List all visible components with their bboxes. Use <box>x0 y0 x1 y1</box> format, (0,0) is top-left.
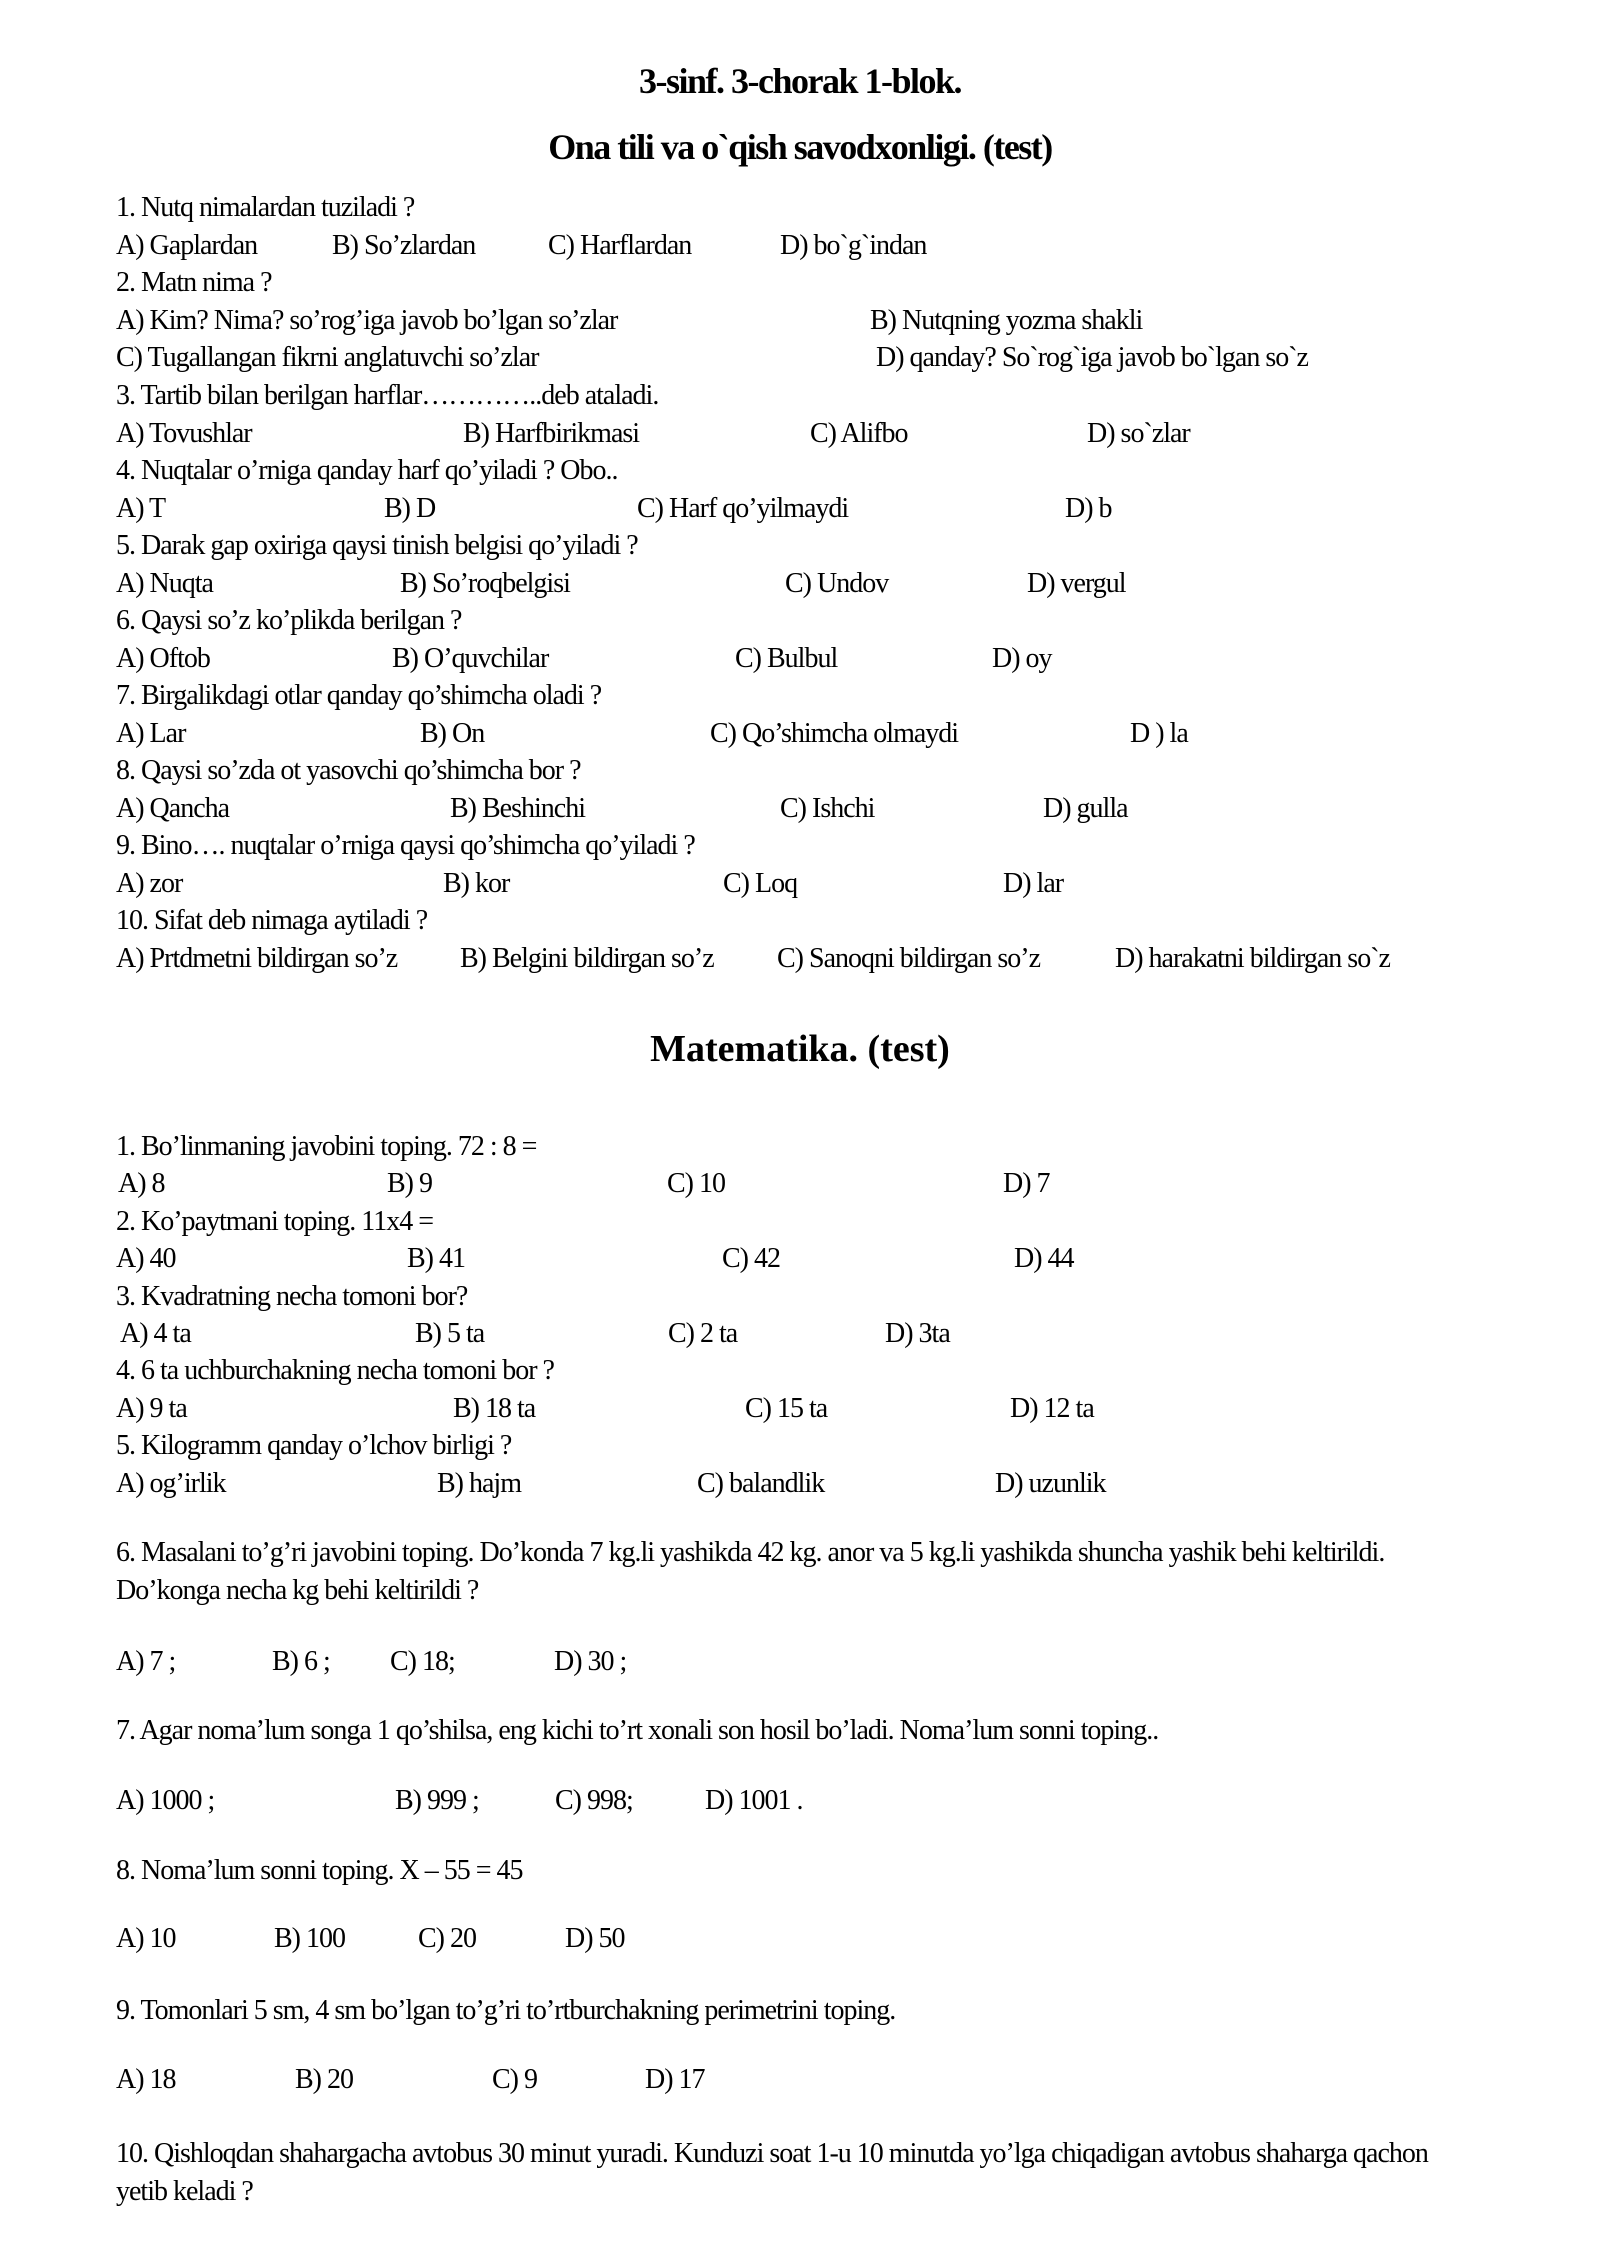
option-b: B) Nutqning yozma shakli <box>870 305 1143 336</box>
option-c: C) Qo’shimcha olmaydi <box>710 718 959 749</box>
option-a: A) zor <box>116 868 183 899</box>
question-text: 4. 6 ta uchburchakning necha tomoni bor ? <box>116 1355 554 1386</box>
question-text: 6. Masalani to’g’ri javobini toping. Do’konda 7 kg.li yashikda 42 kg. anor va 5 kg.li yashikda shuncha yashik behi keltirildi. Do’konga necha kg behi keltirildi ? <box>116 1537 1385 1606</box>
option-c: C) Harf qo’yilmaydi <box>637 493 849 524</box>
option-a: A) 8 <box>118 1168 165 1199</box>
question-text: 9. Tomonlari 5 sm, 4 sm bo’lgan to’g’ri to’rtburchakning perimetrini toping. <box>116 1995 896 2026</box>
question-text: 3. Tartib bilan berilgan harflar…………..deb ataladi. <box>116 380 659 411</box>
option-d: D) 7 <box>1003 1168 1050 1199</box>
option-b: B) Belgini bildirgan so’z <box>460 943 714 974</box>
option-b: B) D <box>384 493 436 524</box>
option-a: A) T <box>116 493 166 524</box>
option-c: C) 9 <box>492 2064 537 2095</box>
option-a: A) Qancha <box>116 793 230 824</box>
option-a: A) og’irlik <box>116 1468 226 1499</box>
option-c: C) Ishchi <box>780 793 875 824</box>
question-text: 10. Qishloqdan shahargacha avtobus 30 minut yuradi. Kunduzi soat 1-u 10 minutda yo’lga chiqadigan avtobus shaharga qachon yetib keladi ? <box>116 2138 1428 2207</box>
option-c: C) Undov <box>785 568 889 599</box>
option-b: B) hajm <box>437 1468 521 1499</box>
option-d: D) 12 ta <box>1010 1393 1094 1424</box>
option-b: B) So’zlardan <box>332 230 476 261</box>
option-d: D) 30 ; <box>554 1646 627 1677</box>
option-a: A) 18 <box>116 2064 176 2095</box>
question-text: 2. Matn nima ? <box>116 267 272 298</box>
option-b: B) 999 ; <box>395 1785 479 1816</box>
option-c: C) 42 <box>722 1243 780 1274</box>
option-c: C) Tugallangan fikrni anglatuvchi so’zlar <box>116 342 539 373</box>
option-d: D) uzunlik <box>995 1468 1106 1499</box>
option-b: B) Harfbirikmasi <box>463 418 640 449</box>
option-d: D) b <box>1065 493 1112 524</box>
option-b: B) 18 ta <box>453 1393 536 1424</box>
question-text: 2. Ko’paytmani toping. 11x4 = <box>116 1206 434 1237</box>
option-a: A) Kim? Nima? so’rog’iga javob bo’lgan so’zlar <box>116 305 618 336</box>
option-c: C) Bulbul <box>735 643 838 674</box>
option-c: C) 10 <box>667 1168 725 1199</box>
option-d: D) so`zlar <box>1087 418 1190 449</box>
option-a: A) 7 ; <box>116 1646 176 1677</box>
option-d: D) 1001 . <box>705 1785 803 1816</box>
option-c: C) Harflardan <box>548 230 692 261</box>
option-d: D) bo`g`indan <box>780 230 927 261</box>
option-b: B) 5 ta <box>415 1318 485 1349</box>
option-d: D) 50 <box>565 1923 625 1954</box>
option-a: A) Lar <box>116 718 186 749</box>
option-b: B) On <box>420 718 485 749</box>
question-text: 6. Qaysi so’z ko’plikda berilgan ? <box>116 605 462 636</box>
option-c: C) balandlik <box>697 1468 825 1499</box>
option-d: D ) la <box>1130 718 1188 749</box>
question-text: 8. Noma’lum sonni toping. X – 55 = 45 <box>116 1855 523 1886</box>
question-text: 5. Darak gap oxiriga qaysi tinish belgisi qo’yiladi ? <box>116 530 638 561</box>
question-text: 8. Qaysi so’zda ot yasovchi qo’shimcha bor ? <box>116 755 581 786</box>
option-d: D) gulla <box>1043 793 1128 824</box>
section-title-matematika: Matematika. (test) <box>650 1028 950 1070</box>
option-b: B) kor <box>443 868 510 899</box>
option-a: A) Tovushlar <box>116 418 252 449</box>
option-b: B) O’quvchilar <box>392 643 549 674</box>
option-c: C) 998; <box>555 1785 633 1816</box>
option-a: A) 40 <box>116 1243 176 1274</box>
question-text: 7. Birgalikdagi otlar qanday qo’shimcha oladi ? <box>116 680 602 711</box>
option-d: D) lar <box>1003 868 1064 899</box>
option-d: D) harakatni bildirgan so`z <box>1115 943 1390 974</box>
question-text: 1. Nutq nimalardan tuziladi ? <box>116 192 415 223</box>
option-c: C) Loq <box>723 868 798 899</box>
option-c: C) Alifbo <box>810 418 908 449</box>
option-a: A) Oftob <box>116 643 210 674</box>
option-d: D) oy <box>992 643 1052 674</box>
option-b: B) 9 <box>387 1168 432 1199</box>
question-text: 4. Nuqtalar o’rniga qanday harf qo’yiladi ? Obo.. <box>116 455 618 486</box>
option-c: C) 18; <box>390 1646 455 1677</box>
option-b: B) Beshinchi <box>450 793 585 824</box>
option-a: A) 9 ta <box>116 1393 187 1424</box>
option-b: B) 6 ; <box>272 1646 330 1677</box>
option-a: A) 4 ta <box>120 1318 191 1349</box>
option-a: A) Nuqta <box>116 568 213 599</box>
option-c: C) Sanoqni bildirgan so’z <box>777 943 1041 974</box>
option-a: A) Prtdmetni bildirgan so’z <box>116 943 398 974</box>
option-b: B) So’roqbelgisi <box>400 568 570 599</box>
option-c: C) 2 ta <box>668 1318 738 1349</box>
question-text: 3. Kvadratning necha tomoni bor? <box>116 1281 468 1312</box>
question-text: 9. Bino…. nuqtalar o’rniga qaysi qo’shimcha qo’yiladi ? <box>116 830 695 861</box>
option-b: B) 41 <box>407 1243 465 1274</box>
option-d: D) 17 <box>645 2064 705 2095</box>
option-a: A) Gaplardan <box>116 230 258 261</box>
option-c: C) 20 <box>418 1923 476 1954</box>
question-text: 1. Bo’linmaning javobini toping. 72 : 8 = <box>116 1131 537 1162</box>
option-d: D) 44 <box>1014 1243 1074 1274</box>
option-d: D) qanday? So`rog`iga javob bo`lgan so`z <box>876 342 1308 373</box>
option-d: D) vergul <box>1027 568 1126 599</box>
page-title: 3-sinf. 3-chorak 1-blok. <box>638 61 962 101</box>
option-c: C) 15 ta <box>745 1393 828 1424</box>
section-title-ona-tili: Ona tili va o`qish savodxonligi. (test) <box>548 127 1052 167</box>
option-d: D) 3ta <box>885 1318 950 1349</box>
option-b: B) 100 <box>274 1923 345 1954</box>
option-a: A) 10 <box>116 1923 176 1954</box>
question-text: 10. Sifat deb nimaga aytiladi ? <box>116 905 428 936</box>
option-a: A) 1000 ; <box>116 1785 215 1816</box>
question-text: 5. Kilogramm qanday o’lchov birligi ? <box>116 1430 512 1461</box>
option-b: B) 20 <box>295 2064 353 2095</box>
question-text: 7. Agar noma’lum songa 1 qo’shilsa, eng kichi to’rt xonali son hosil bo’ladi. Noma’lum sonni toping.. <box>116 1715 1159 1746</box>
